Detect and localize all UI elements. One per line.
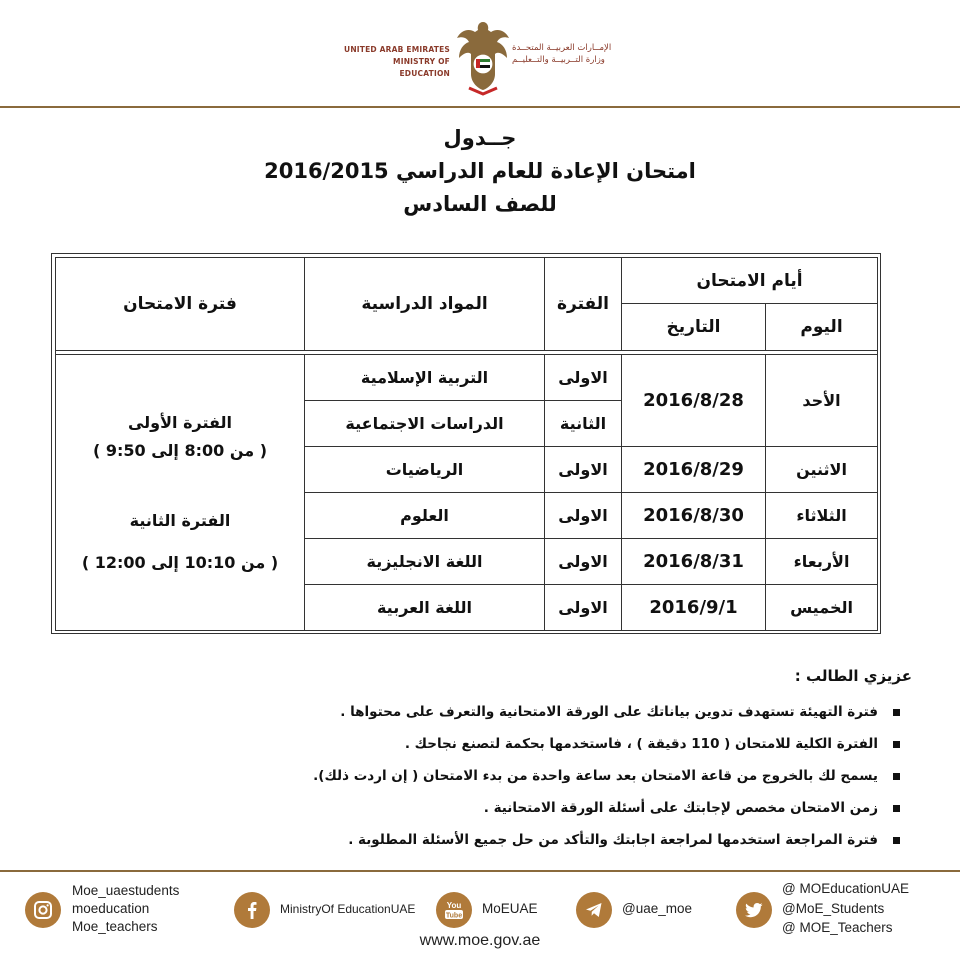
list-item: الفترة الكلية للامتحان ( 110 دقيقة ) ، فاستخدمها بحكمة لتصنع نجاحك . [60,728,912,760]
cell-subject: الرياضيات [305,447,545,493]
square-bullet-icon [893,709,900,716]
header-day: اليوم [766,304,878,351]
header-session: الفترة [545,258,622,351]
period-2-time: ( من 10:10 إلى 12:00 ) [81,552,279,572]
facebook-icon[interactable] [234,892,270,928]
cell-day: الاثنين [766,447,878,493]
cell-session: الاولى [545,585,622,631]
cell-day: الثلاثاء [766,493,878,539]
telegram-icon[interactable] [576,892,612,928]
cell-date: 2016/9/1 [622,585,766,631]
list-item: زمن الامتحان مخصص لإجابتك على أسئلة الورقة الامتحانية . [60,792,912,824]
telegram-handle[interactable]: @uae_moe [622,901,692,916]
exam-schedule-table-frame [51,253,881,634]
instagram-handle-students[interactable]: Moe_uaestudents [72,883,180,898]
square-bullet-icon [893,805,900,812]
list-item: فترة التهيئة تستهدف تدوين بياناتك على الورقة الامتحانية والتعرف على محتواها . [60,696,912,728]
document-title [0,122,960,221]
square-bullet-icon [893,773,900,780]
cell-day: الأحد [766,355,878,447]
cell-session: الثانية [545,401,622,447]
youtube-icon[interactable] [436,892,472,928]
website-link[interactable]: www.moe.gov.ae [419,932,541,949]
header-date: التاريخ [622,304,766,351]
cell-subject: الدراسات الاجتماعية [305,401,545,447]
cell-day: الأربعاء [766,539,878,585]
exam-schedule-table [55,257,878,631]
cell-subject: التربية الإسلامية [305,355,545,401]
header-subjects: المواد الدراسية [305,258,545,351]
instagram-handle-teachers[interactable]: Moe_teachers [72,919,158,934]
youtube-icon-text-you: You [446,901,462,910]
cell-session: الاولى [545,539,622,585]
period-2-label: الفترة الثانية [129,510,231,530]
square-bullet-icon [893,837,900,844]
instagram-handle-main[interactable]: moeducation [72,901,150,916]
student-notes [60,664,912,856]
square-bullet-icon [893,741,900,748]
ministry-name-english: UNITED ARAB EMIRATES MINISTRY OF EDUCATION [344,45,450,78]
title-line-2: امتحان الإعادة للعام الدراسي 2016/2015 [264,159,696,183]
cell-session: الاولى [545,355,622,401]
header-exam-days: أيام الامتحان [622,258,878,304]
table-row [56,355,878,401]
period-1-time: ( من 8:00 إلى 9:50 ) [92,440,268,460]
twitter-handle-main[interactable]: @ MOEducationUAE [782,881,910,896]
title-line-3: للصف السادس [403,192,557,216]
cell-session: الاولى [545,493,622,539]
ministry-name-arabic: الإمــارات العربيــة المتحــدة وزارة التــربيــة والتــعليــم [512,43,612,65]
uae-falcon-emblem-icon [455,18,511,96]
twitter-icon[interactable] [736,892,772,928]
period-1-label: الفترة الأولى [127,412,233,432]
cell-date: 2016/8/30 [622,493,766,539]
twitter-handle-students[interactable]: @MoE_Students [782,901,885,916]
header-exam-period: فترة الامتحان [56,258,305,351]
instagram-icon[interactable] [25,892,61,928]
cell-date: 2016/8/28 [622,355,766,447]
list-item: فترة المراجعة استخدمها لمراجعة اجابتك والتأكد من حل جميع الأسئلة المطلوبة . [60,824,912,856]
cell-subject: اللغة العربية [305,585,545,631]
title-line-1: جــدول [443,126,517,150]
cell-subject: اللغة الانجليزية [305,539,545,585]
cell-date: 2016/8/31 [622,539,766,585]
cell-subject: العلوم [305,493,545,539]
cell-day: الخميس [766,585,878,631]
twitter-handle-teachers[interactable]: @ MOE_Teachers [782,920,893,935]
youtube-handle[interactable]: MoEUAE [482,901,538,916]
youtube-icon-text-tube: Tube [445,912,463,920]
cell-exam-periods [56,355,305,631]
cell-date: 2016/8/29 [622,447,766,493]
notes-title: عزيزي الطالب : [794,667,912,685]
cell-session: الاولى [545,447,622,493]
facebook-handle[interactable]: MinistryOf EducationUAE [280,902,416,916]
header-divider [0,106,960,108]
notes-list [60,696,912,856]
list-item: يسمح لك بالخروج من قاعة الامتحان بعد ساعة واحدة من بدء الامتحان ( إن اردت ذلك). [60,760,912,792]
social-footer [0,872,960,960]
page-header [0,0,960,108]
